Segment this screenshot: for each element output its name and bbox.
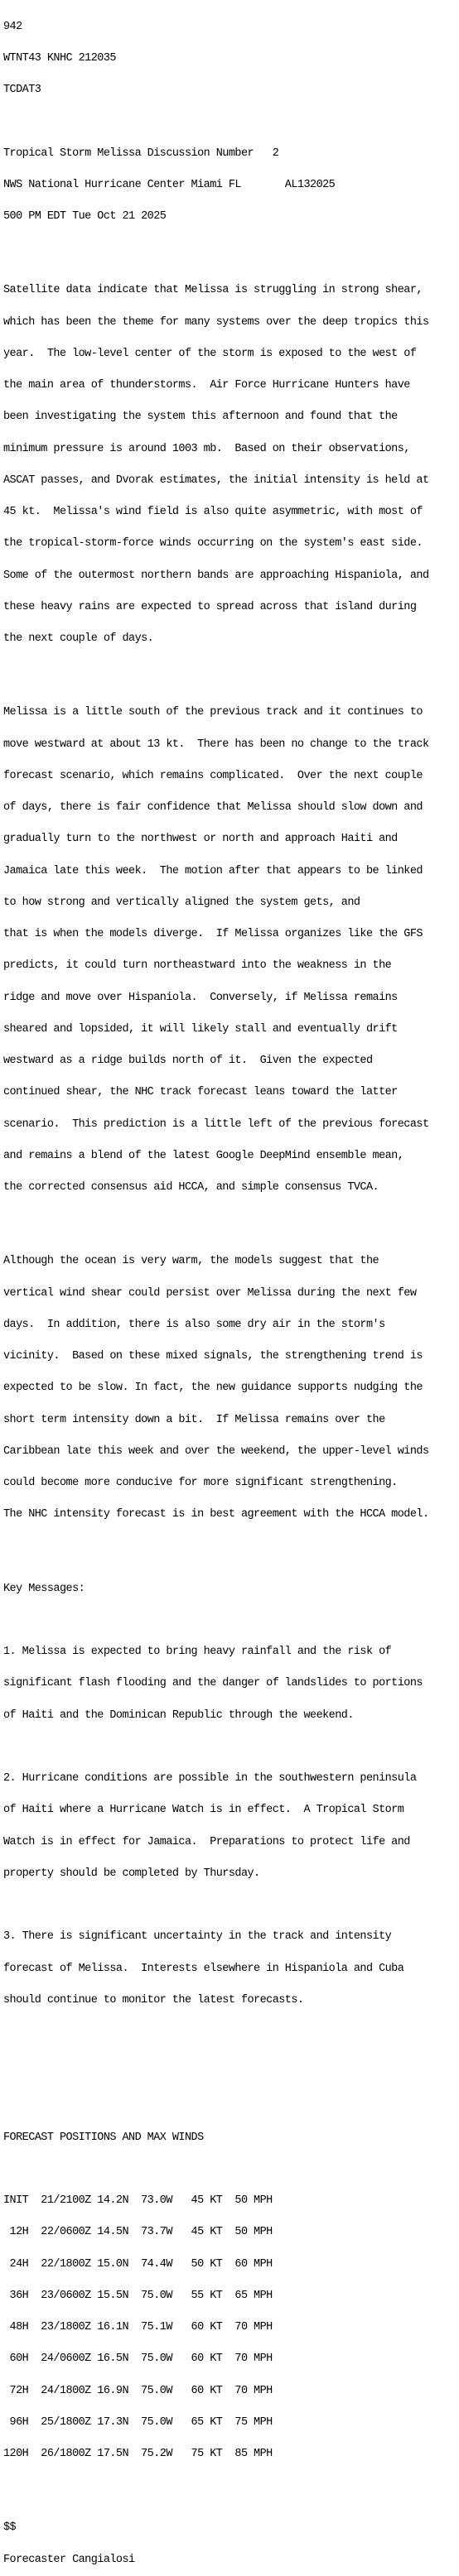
discussion-title: Tropical Storm Melissa Discussion Number 2 — [3, 147, 279, 160]
key-message-3-line: forecast of Melissa. Interests elsewhere in Hispaniola and Cuba — [3, 1962, 404, 1975]
forecast-row: 60H 24/0600Z 16.5N 75.0W 60 KT 70 MPH — [3, 2353, 273, 2366]
blank-line — [3, 1214, 429, 1225]
paragraph-2-line: sheared and lopsided, it will likely stall and eventually drift — [3, 1022, 398, 1036]
blank-line — [3, 117, 429, 127]
paragraph-3-line: The NHC intensity forecast is in best agreement with the HCCA model. — [3, 1508, 429, 1521]
paragraph-1-line: these heavy rains are expected to spread across that island during — [3, 600, 417, 613]
paragraph-1-line: Some of the outermost northern bands are approaching Hispaniola, and — [3, 569, 429, 582]
awips-id: TCDAT3 — [3, 84, 41, 96]
paragraph-3-line: Caribbean late this week and over the weekend, the upper-level winds — [3, 1444, 429, 1458]
paragraph-3-line: expected to be slow. In fact, the new guidance supports nudging the — [3, 1382, 423, 1395]
blank-line — [3, 2481, 429, 2492]
forecast-row: 36H 23/0600Z 15.5N 75.0W 55 KT 65 MPH — [3, 2289, 273, 2302]
paragraph-2-line: forecast scenario, which remains complicated. Over the next couple — [3, 769, 423, 782]
paragraph-1-line: ASCAT passes, and Dvorak estimates, the initial intensity is held at — [3, 473, 429, 487]
product-terminator: $$ — [3, 2521, 17, 2535]
paragraph-2-line: move westward at about 13 kt. There has been no change to the track — [3, 738, 429, 751]
blank-line — [3, 666, 429, 676]
key-message-1-line: significant flash flooding and the danger of landslides to portions — [3, 1677, 423, 1690]
key-message-3-line: should continue to monitor the latest forecasts. — [3, 1993, 304, 2006]
forecast-row: 12H 22/0600Z 14.5N 73.7W 45 KT 50 MPH — [3, 2226, 273, 2239]
paragraph-2-line: of days, there is fair confidence that Melissa should slow down and — [3, 801, 423, 814]
blank-line — [3, 1616, 429, 1627]
blank-line — [3, 2091, 429, 2102]
key-message-1-line: 1. Melissa is expected to bring heavy rainfall and the risk of — [3, 1646, 392, 1658]
paragraph-1-line: year. The low-level center of the storm is exposed to the west of — [3, 347, 417, 360]
paragraph-1-line: Satellite data indicate that Melissa is struggling in strong shear, — [3, 284, 423, 297]
blank-line — [3, 2059, 429, 2069]
paragraph-3-line: days. In addition, there is also some dry air in the storm's — [3, 1318, 385, 1331]
paragraph-3-line: could become more conducive for more significant strengthening. — [3, 1477, 398, 1489]
paragraph-1-line: 45 kt. Melissa's wind field is also quite asymmetric, with most of — [3, 506, 423, 518]
paragraph-2-line: scenario. This prediction is a little left of the previous forecast — [3, 1117, 429, 1131]
paragraph-1-line: the next couple of days. — [3, 632, 154, 645]
issuing-office: NWS National Hurricane Center Miami FL AL132025 — [3, 178, 336, 191]
forecaster-signature: Forecaster Cangialosi — [3, 2553, 135, 2566]
forecast-row: 24H 22/1800Z 15.0N 74.4W 50 KT 60 MPH — [3, 2257, 273, 2271]
paragraph-2-line: ridge and move over Hispaniola. Conversely, if Melissa remains — [3, 991, 398, 1004]
paragraph-3-line: Although the ocean is very warm, the models suggest that the — [3, 1255, 379, 1268]
key-message-2-line: of Haiti where a Hurricane Watch is in effect. A Tropical Storm — [3, 1804, 404, 1817]
discussion-text — [3, 1, 429, 2576]
paragraph-1-line: the tropical-storm-force winds occurring on the system's east side. — [3, 537, 423, 550]
blank-line — [3, 1542, 429, 1553]
forecast-row: 48H 23/1800Z 16.1N 75.1W 60 KT 70 MPH — [3, 2321, 273, 2333]
paragraph-2-line: Melissa is a little south of the previous track and it continues to — [3, 706, 423, 719]
paragraph-2-line: that is when the models diverge. If Melissa organizes like the GFS — [3, 928, 423, 940]
paragraph-1-line: the main area of thunderstorms. Air Force Hurricane Hunters have — [3, 379, 410, 392]
paragraph-1-line: minimum pressure is around 1003 mb. Based on their observations, — [3, 442, 410, 455]
product-id: 942 — [3, 20, 22, 33]
forecast-heading: FORECAST POSITIONS AND MAX WINDS — [3, 2131, 204, 2144]
paragraph-3-line: vertical wind shear could persist over Melissa during the next few — [3, 1286, 417, 1300]
key-message-2-line: 2. Hurricane conditions are possible in the southwestern peninsula — [3, 1772, 417, 1785]
blank-line — [3, 1742, 429, 1753]
blank-line — [3, 2027, 429, 2038]
paragraph-2-line: the corrected consensus aid HCCA, and simple consensus TVCA. — [3, 1181, 379, 1194]
paragraph-1-line: which has been the theme for many systems over the deep tropics this — [3, 315, 429, 329]
key-message-1-line: of Haiti and the Dominican Republic through the weekend. — [3, 1709, 354, 1722]
forecast-row: 72H 24/1800Z 16.9N 75.0W 60 KT 70 MPH — [3, 2384, 273, 2397]
forecast-row: 120H 26/1800Z 17.5N 75.2W 75 KT 85 MPH — [3, 2448, 273, 2460]
blank-line — [3, 243, 429, 254]
wmo-header: WTNT43 KNHC 212035 — [3, 51, 116, 65]
paragraph-2-line: westward as a ridge builds north of it. Given the expected — [3, 1055, 373, 1067]
forecast-row: INIT 21/2100Z 14.2N 73.0W 45 KT 50 MPH — [3, 2194, 273, 2207]
key-message-2-line: Watch is in effect for Jamaica. Preparations to protect life and — [3, 1835, 410, 1848]
paragraph-3-line: vicinity. Based on these mixed signals, the strengthening trend is — [3, 1350, 423, 1362]
key-messages-heading: Key Messages: — [3, 1582, 85, 1595]
forecast-row: 96H 25/1800Z 17.3N 75.0W 65 KT 75 MPH — [3, 2415, 273, 2429]
paragraph-2-line: and remains a blend of the latest Google DeepMind ensemble mean, — [3, 1149, 404, 1162]
paragraph-2-line: gradually turn to the northwest or north and approach Haiti and — [3, 833, 398, 846]
paragraph-2-line: predicts, it could turn northeastward into the weakness in the — [3, 959, 392, 973]
paragraph-2-line: to how strong and vertically aligned the system gets, and — [3, 896, 360, 909]
blank-line — [3, 2165, 429, 2175]
paragraph-3-line: short term intensity down a bit. If Melissa remains over the — [3, 1413, 385, 1426]
key-message-2-line: property should be completed by Thursday. — [3, 1867, 260, 1880]
paragraph-2-line: continued shear, the NHC track forecast leans toward the latter — [3, 1086, 398, 1099]
key-message-3-line: 3. There is significant uncertainty in the track and intensity — [3, 1930, 392, 1944]
paragraph-1-line: been investigating the system this afternoon and found that the — [3, 411, 398, 424]
issue-time: 500 PM EDT Tue Oct 21 2025 — [3, 210, 167, 223]
blank-line — [3, 1901, 429, 1911]
paragraph-2-line: Jamaica late this week. The motion after that appears to be linked — [3, 864, 423, 877]
